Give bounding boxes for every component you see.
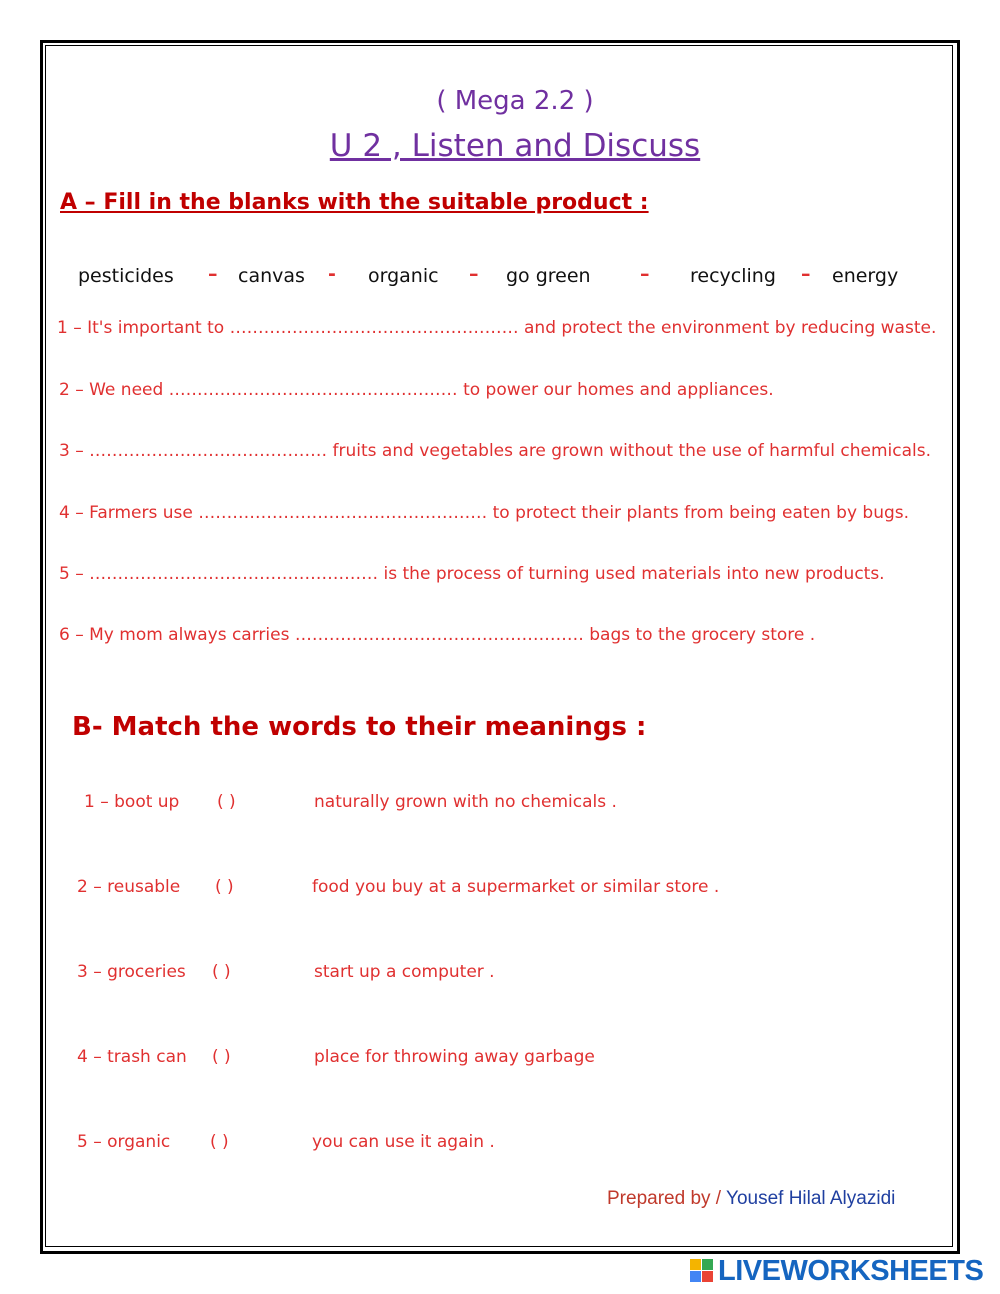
match-answer-box[interactable]: ( )	[210, 1132, 229, 1152]
liveworksheets-logo-icon	[690, 1259, 714, 1283]
match-meaning: food you buy at a supermarket or similar store .	[312, 877, 720, 897]
brand-name: LIVEWORKSHEETS	[718, 1254, 984, 1287]
match-word: 5 – organic	[77, 1132, 171, 1152]
word-bank-separator: –	[208, 263, 218, 285]
word-bank-item: pesticides	[78, 265, 174, 287]
word-bank-item: go green	[506, 265, 591, 287]
fill-sentence-3[interactable]: 3 – …………………………………… fruits and vegetables are grown without the use of harmful chemicals.	[59, 441, 932, 461]
match-answer-box[interactable]: ( )	[212, 962, 231, 982]
word-bank-separator: -	[328, 263, 336, 285]
fill-sentence-2[interactable]: 2 – We need …………………………………………… to power our homes and appliances.	[59, 380, 774, 400]
match-word: 1 – boot up	[84, 792, 180, 812]
prepared-by	[607, 1188, 895, 1210]
word-bank-separator: –	[469, 263, 479, 285]
match-meaning: start up a computer .	[314, 962, 495, 982]
word-bank-item: canvas	[238, 265, 305, 287]
word-bank-separator: –	[801, 263, 811, 285]
worksheet-subtitle: ( Mega 2.2 )	[436, 86, 594, 116]
match-answer-box[interactable]: ( )	[215, 877, 234, 897]
word-bank-item: recycling	[690, 265, 776, 287]
match-word: 3 – groceries	[77, 962, 186, 982]
section-a-heading: A – Fill in the blanks with the suitable product :	[60, 190, 649, 215]
match-word: 2 – reusable	[77, 877, 181, 897]
worksheet-title: U 2 , Listen and Discuss	[329, 128, 701, 164]
prepared-by-label: Prepared by /	[607, 1188, 722, 1209]
match-answer-box[interactable]: ( )	[217, 792, 236, 812]
author-name: Yousef Hilal Alyazidi	[726, 1188, 896, 1209]
match-meaning: place for throwing away garbage	[314, 1047, 595, 1067]
match-word: 4 – trash can	[77, 1047, 187, 1067]
section-b-heading: B- Match the words to their meanings :	[72, 712, 647, 742]
liveworksheets-brand[interactable]	[690, 1256, 983, 1286]
word-bank-item: organic	[368, 265, 439, 287]
word-bank-item: energy	[832, 265, 899, 287]
match-meaning: you can use it again .	[312, 1132, 495, 1152]
fill-sentence-6[interactable]: 6 – My mom always carries …………………………………………… bags to the grocery store .	[59, 625, 816, 645]
match-answer-box[interactable]: ( )	[212, 1047, 231, 1067]
fill-sentence-1[interactable]: 1 – It's important to …………………………………………… and protect the environment by reducing waste.	[57, 318, 937, 338]
word-bank-separator: –	[640, 263, 650, 285]
match-meaning: naturally grown with no chemicals .	[314, 792, 617, 812]
fill-sentence-4[interactable]: 4 – Farmers use …………………………………………… to protect their plants from being eaten by bugs.	[59, 503, 910, 523]
fill-sentence-5[interactable]: 5 – …………………………………………… is the process of turning used materials into new products.	[59, 564, 885, 584]
